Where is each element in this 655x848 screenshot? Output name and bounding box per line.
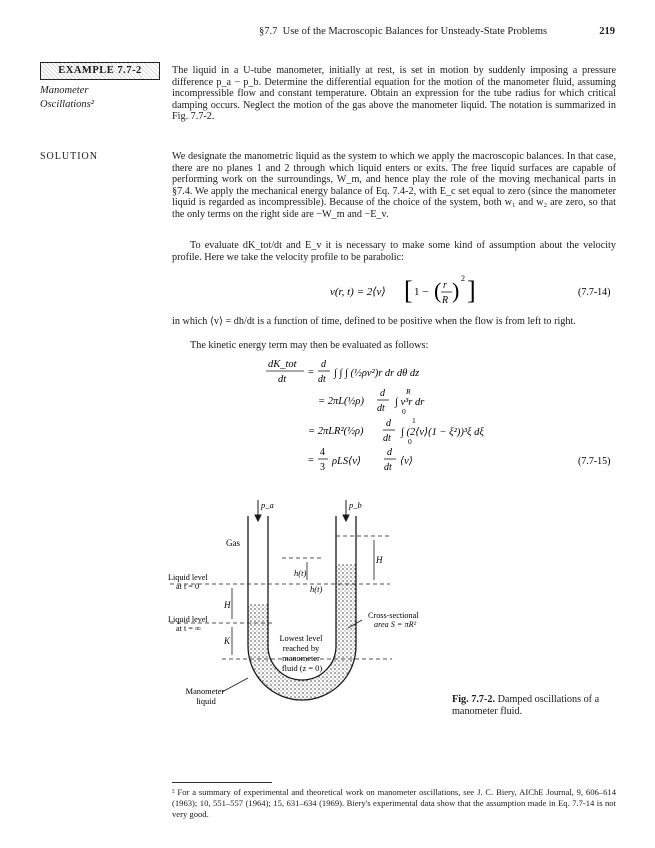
example-title: Manometer Oscillations²: [40, 85, 94, 110]
H-left-label: H: [224, 600, 231, 610]
H-right-label: H: [376, 555, 383, 565]
solution-paragraph-4: The kinetic energy term may then be evaluated as follows:: [190, 340, 429, 351]
svg-text:1: 1: [412, 416, 416, 425]
svg-text:∫ ∫ ∫ (½ρv²)r dr dθ dz: ∫ ∫ ∫ (½ρv²)r dr dθ dz: [334, 368, 420, 379]
svg-text:r: r: [443, 280, 447, 291]
svg-text:dt: dt: [384, 462, 392, 473]
solution-paragraph-1: We designate the manometric liquid as the system to which we apply the macroscopic balances. In that case, there are no planes 1 and 2 through which liquid enters or exits. The free liquid surfaces are capable of performing work on the surroundings, W_m, and hence play the role of the moving mechanical parts in §7.4. We apply the mechanical energy balance of Eq. 7.4-2, with E_c set equal to zero (since the manometer liquid is regarded as incompressible). Because of the choice of the system, both w₁ and w₂ are zero, so that the only terms on the right side are −W_m and −E_v.: [172, 151, 616, 220]
h-t2-label: h(t): [310, 584, 323, 594]
svg-text:=: =: [308, 367, 314, 378]
svg-text:2: 2: [461, 274, 465, 283]
svg-text:(: (: [434, 278, 442, 303]
gas-label: Gas: [226, 538, 240, 548]
level-tinf-label: Liquid level at t = ∞: [168, 615, 208, 633]
svg-text:(7.7-15): (7.7-15): [578, 456, 611, 467]
svg-text:4: 4: [320, 447, 325, 458]
running-header: [259, 26, 615, 37]
svg-text:ρLS⟨v⟩: ρLS⟨v⟩: [332, 456, 361, 467]
svg-text:3: 3: [320, 462, 325, 473]
svg-text:∫ v³r dr: ∫ v³r dr: [395, 397, 425, 408]
svg-text:= 2πLR²(½ρ): = 2πLR²(½ρ): [308, 426, 364, 437]
equation-7-7-14: [330, 268, 620, 314]
svg-text:dt: dt: [377, 403, 385, 414]
svg-text:d: d: [386, 418, 391, 429]
svg-text:): ): [452, 278, 460, 303]
solution-paragraph-2: To evaluate dK_tot/dt and E_v it is necessary to make some kind of assumption about the velocity profile. Here we take the velocity profile to be parabolic:: [172, 240, 616, 263]
svg-text:(7.7-14): (7.7-14): [578, 287, 611, 298]
svg-text:dt: dt: [318, 374, 326, 385]
svg-text:∫ (2⟨v⟩(1 − ξ²))³ξ dξ: ∫ (2⟨v⟩(1 − ξ²))³ξ dξ: [401, 427, 484, 438]
manometer-liquid-label: Manometer liquid: [185, 687, 225, 706]
svg-text:dt: dt: [278, 374, 287, 385]
svg-text:0: 0: [408, 437, 412, 446]
svg-text:0: 0: [402, 407, 406, 416]
svg-text:⟨v⟩: ⟨v⟩: [400, 456, 413, 467]
svg-text:[: [: [404, 276, 413, 305]
svg-text:R: R: [406, 387, 411, 396]
header-section: §7.7 Use of the Macroscopic Balances for Unsteady-State Problems: [259, 26, 548, 37]
lowest-level-label: Lowest level reached by manometer fluid (z = 0): [279, 634, 323, 673]
figure-caption: Fig. 7.7-2. Damped oscillations of a manometer fluid.: [452, 694, 600, 717]
pressure-b-label: p_b: [349, 500, 362, 510]
svg-text:d: d: [321, 359, 326, 370]
solution-paragraph-3: in which ⟨v⟩ = dh/dt is a function of time, defined to be positive when the flow is from left to right.: [172, 316, 576, 327]
svg-text:= 2πL(½ρ): = 2πL(½ρ): [318, 396, 364, 407]
level-t0-label: Liquid level at t = 0: [168, 573, 208, 591]
svg-text:]: ]: [467, 276, 476, 305]
h-t-label: h(t): [294, 568, 307, 578]
footnote-rule: [172, 782, 272, 783]
svg-text:d: d: [380, 388, 385, 399]
svg-text:dK_tot: dK_tot: [268, 359, 297, 370]
solution-label: SOLUTION: [40, 151, 98, 162]
page-number: 219: [599, 26, 615, 37]
equation-7-7-15: [262, 354, 622, 484]
pressure-a-label: p_a: [261, 500, 274, 510]
header-title: Use of the Macroscopic Balances for Unsteady-State Problems: [282, 26, 548, 37]
manometer-figure: [162, 496, 452, 726]
svg-text:d: d: [387, 447, 392, 458]
svg-text:R: R: [442, 295, 449, 306]
problem-statement: The liquid in a U-tube manometer, initially at rest, is set in motion by suddenly imposing a pressure difference p_a − p_b. Determine the differential equation for the motion of the manometer fluid, assuming incompressible flow and constant temperature. Obtain an expression for the tube radius for which critical damping occurs. Neglect the motion of the gas above the manometer liquid. The notation is summarized in Fig. 7.7-2.: [172, 65, 616, 123]
svg-text:1 −: 1 −: [414, 286, 429, 298]
svg-text:v(r, t) = 2⟨v⟩: v(r, t) = 2⟨v⟩: [330, 286, 386, 298]
example-label: EXAMPLE 7.7-2: [40, 62, 160, 80]
svg-text:=: =: [308, 455, 314, 466]
cross-section-label: Cross-sectional area S = πR²: [368, 611, 419, 629]
footnote: ² For a summary of experimental and theoretical work on manometer oscillations, see J. C. Biery, AIChE Journal, 9, 606–614 (1963); 10, 551–557 (1964); 15, 631–634 (1969). Biery's experimental data show that the assumption made in Eq. 7.7-14 is not very good.: [172, 787, 616, 819]
svg-text:dt: dt: [383, 433, 391, 444]
K-label: K: [224, 636, 231, 646]
